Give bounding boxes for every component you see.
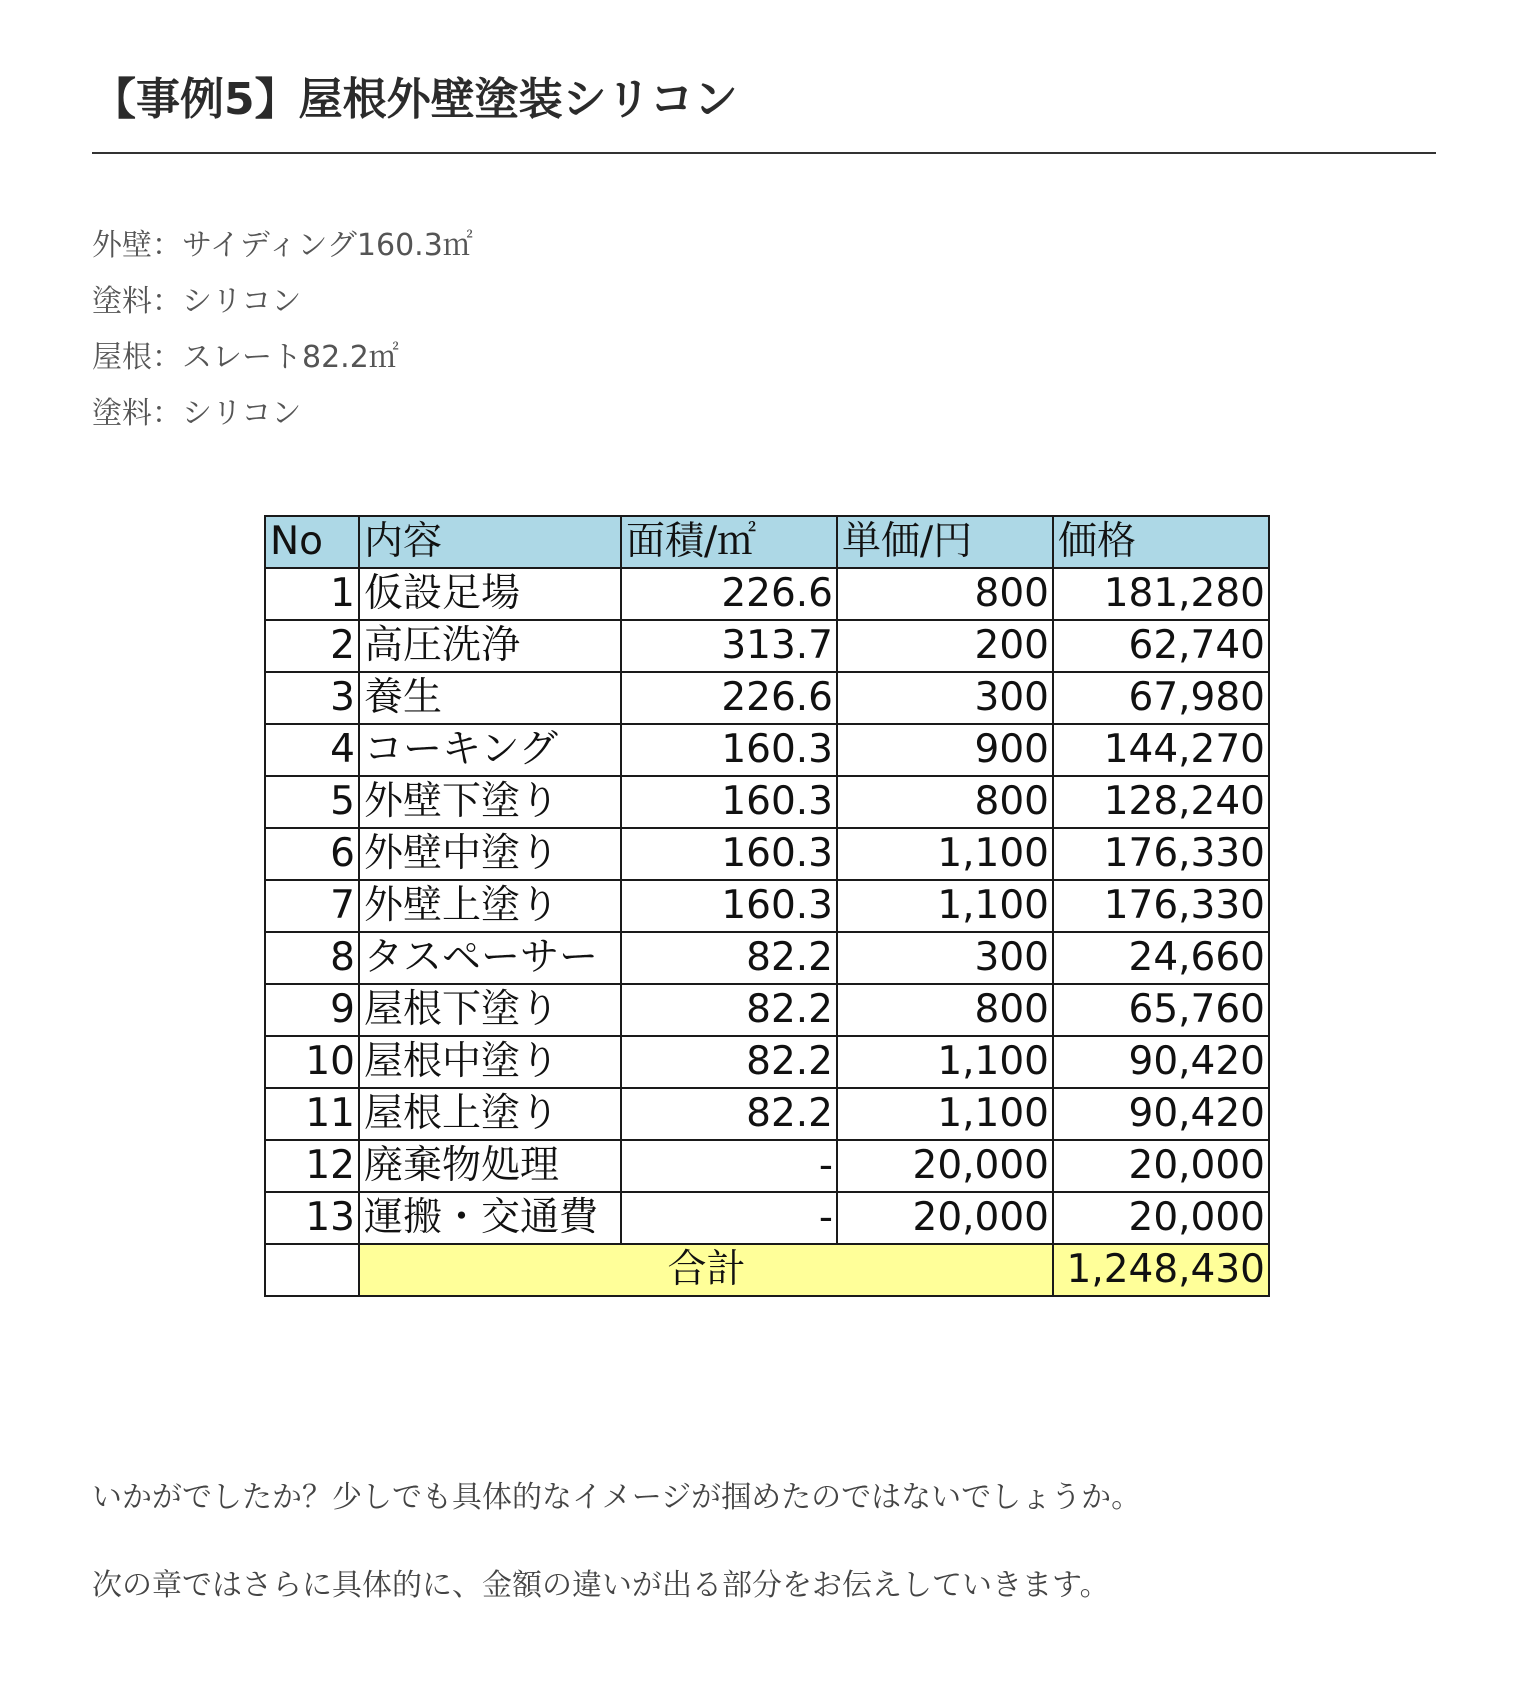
estimate-body xyxy=(265,568,1269,1244)
total-row xyxy=(265,1244,1269,1296)
closing-next-chapter: 次の章ではさらに具体的に、金額の違いが出る部分をお伝えしていきます。 xyxy=(92,1568,1110,1603)
row-unit-price: 900 xyxy=(837,724,1053,776)
spec-roof: 屋根：スレート82.2㎡ xyxy=(92,340,399,375)
row-unit-price: 1,100 xyxy=(837,1036,1053,1088)
row-area: 160.3 xyxy=(621,880,837,932)
row-area: 82.2 xyxy=(621,1036,837,1088)
row-price: 128,240 xyxy=(1053,776,1269,828)
row-area: 82.2 xyxy=(621,1088,837,1140)
row-item: 屋根下塗り xyxy=(359,984,621,1036)
row-no: 1 xyxy=(265,568,359,620)
row-unit-price: 1,100 xyxy=(837,880,1053,932)
row-area: 160.3 xyxy=(621,828,837,880)
header-item: 内容 xyxy=(359,516,621,568)
table-row xyxy=(265,568,1269,620)
row-price: 144,270 xyxy=(1053,724,1269,776)
row-item: 屋根上塗り xyxy=(359,1088,621,1140)
row-item: タスペーサー xyxy=(359,932,621,984)
total-value: 1,248,430 xyxy=(1053,1244,1269,1296)
heading-divider xyxy=(92,152,1436,154)
table-row xyxy=(265,880,1269,932)
row-item: 高圧洗浄 xyxy=(359,620,621,672)
header-area: 面積/㎡ xyxy=(621,516,837,568)
row-no: 6 xyxy=(265,828,359,880)
table-row xyxy=(265,828,1269,880)
table-row xyxy=(265,1036,1269,1088)
row-price: 176,330 xyxy=(1053,828,1269,880)
row-no: 12 xyxy=(265,1140,359,1192)
header-price: 価格 xyxy=(1053,516,1269,568)
row-item: 廃棄物処理 xyxy=(359,1140,621,1192)
row-area: 313.7 xyxy=(621,620,837,672)
row-unit-price: 1,100 xyxy=(837,1088,1053,1140)
row-unit-price: 1,100 xyxy=(837,828,1053,880)
row-area: 82.2 xyxy=(621,932,837,984)
row-price: 90,420 xyxy=(1053,1036,1269,1088)
row-item: 外壁中塗り xyxy=(359,828,621,880)
table-row xyxy=(265,932,1269,984)
row-no: 3 xyxy=(265,672,359,724)
table-row xyxy=(265,1088,1269,1140)
row-unit-price: 300 xyxy=(837,672,1053,724)
header-no: No xyxy=(265,516,359,568)
total-empty-cell xyxy=(265,1244,359,1296)
row-item: 屋根中塗り xyxy=(359,1036,621,1088)
row-item: 養生 xyxy=(359,672,621,724)
row-price: 62,740 xyxy=(1053,620,1269,672)
row-area: 82.2 xyxy=(621,984,837,1036)
row-unit-price: 800 xyxy=(837,568,1053,620)
table-row xyxy=(265,776,1269,828)
row-unit-price: 20,000 xyxy=(837,1192,1053,1244)
spec-wall-paint: 塗料：シリコン xyxy=(92,284,302,319)
table-row xyxy=(265,984,1269,1036)
row-item: コーキング xyxy=(359,724,621,776)
row-area: 160.3 xyxy=(621,724,837,776)
row-no: 8 xyxy=(265,932,359,984)
row-item: 運搬・交通費 xyxy=(359,1192,621,1244)
row-unit-price: 800 xyxy=(837,984,1053,1036)
row-price: 90,420 xyxy=(1053,1088,1269,1140)
row-price: 176,330 xyxy=(1053,880,1269,932)
total-label: 合計 xyxy=(359,1244,1053,1296)
table-row xyxy=(265,620,1269,672)
row-unit-price: 300 xyxy=(837,932,1053,984)
row-item: 仮設足場 xyxy=(359,568,621,620)
table-row xyxy=(265,724,1269,776)
row-area: 160.3 xyxy=(621,776,837,828)
row-no: 5 xyxy=(265,776,359,828)
row-no: 4 xyxy=(265,724,359,776)
row-price: 20,000 xyxy=(1053,1140,1269,1192)
spec-list xyxy=(92,218,473,442)
table-row xyxy=(265,1140,1269,1192)
row-area: 226.6 xyxy=(621,568,837,620)
row-area: - xyxy=(621,1140,837,1192)
row-item: 外壁下塗り xyxy=(359,776,621,828)
row-price: 67,980 xyxy=(1053,672,1269,724)
row-unit-price: 800 xyxy=(837,776,1053,828)
closing-question: いかがでしたか？少しでも具体的なイメージが掴めたのではないでしょうか。 xyxy=(92,1480,1142,1515)
spec-wall: 外壁：サイディング160.3㎡ xyxy=(92,228,473,263)
row-price: 24,660 xyxy=(1053,932,1269,984)
row-price: 65,760 xyxy=(1053,984,1269,1036)
estimate-table xyxy=(264,515,1270,1297)
row-item: 外壁上塗り xyxy=(359,880,621,932)
row-unit-price: 200 xyxy=(837,620,1053,672)
row-price: 181,280 xyxy=(1053,568,1269,620)
row-unit-price: 20,000 xyxy=(837,1140,1053,1192)
row-no: 13 xyxy=(265,1192,359,1244)
row-no: 7 xyxy=(265,880,359,932)
header-unit-price: 単価/円 xyxy=(837,516,1053,568)
row-price: 20,000 xyxy=(1053,1192,1269,1244)
row-area: 226.6 xyxy=(621,672,837,724)
section-heading: 【事例5】屋根外壁塗装シリコン xyxy=(92,74,738,125)
row-no: 2 xyxy=(265,620,359,672)
table-row xyxy=(265,1192,1269,1244)
row-no: 9 xyxy=(265,984,359,1036)
spec-roof-paint: 塗料：シリコン xyxy=(92,396,302,431)
table-header-row xyxy=(265,516,1269,568)
row-area: - xyxy=(621,1192,837,1244)
table-row xyxy=(265,672,1269,724)
row-no: 11 xyxy=(265,1088,359,1140)
row-no: 10 xyxy=(265,1036,359,1088)
